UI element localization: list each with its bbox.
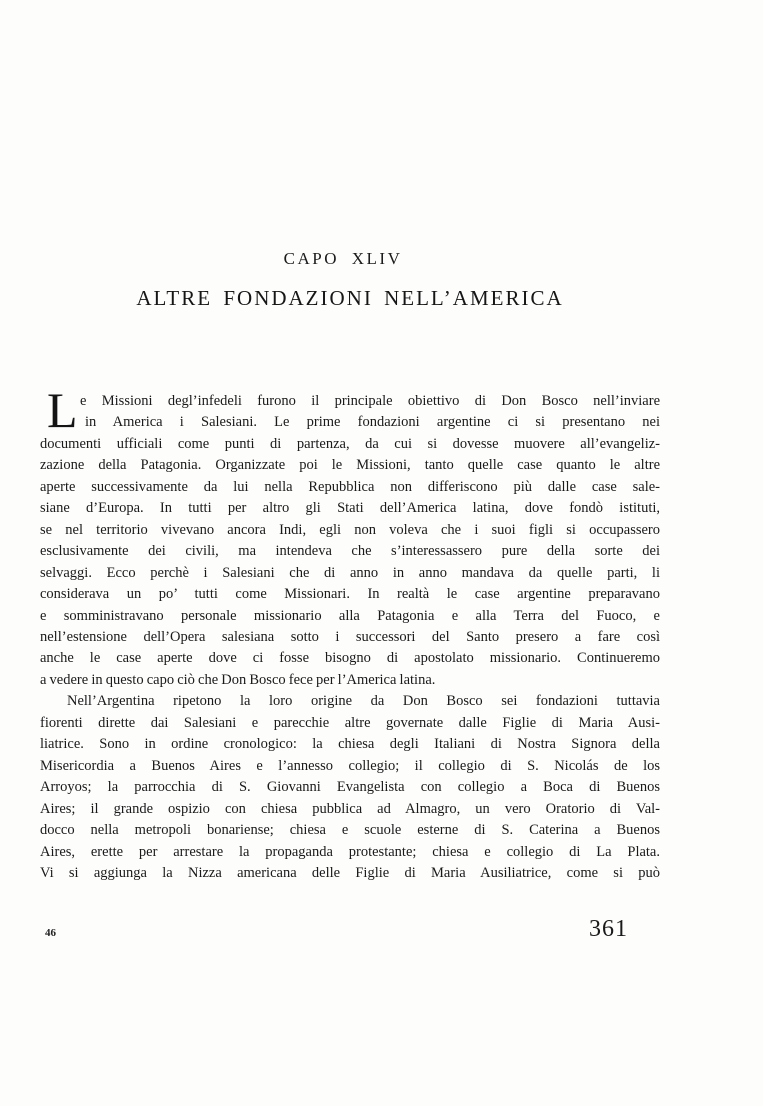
- text-line: liatrice. Sono in ordine cronologico: la chiesa degli Italiani di Nostra Signora della: [40, 736, 660, 753]
- chapter-heading: CAPO XLIV: [283, 249, 403, 268]
- text-line: nell’estensione dell’Opera salesiana sotto i successori del Santo presero a fare così: [40, 628, 660, 645]
- text-line: fiorenti dirette dai Salesiani e parecchie altre governate dalle Figlie di Maria Ausi-: [40, 714, 660, 731]
- text-line: e Missioni degl’infedeli furono il principale obiettivo di Don Bosco nell’inviare: [80, 393, 660, 409]
- text-line: aperte successivamente da lui nella Repubblica non differiscono più dalle case sale-: [40, 478, 660, 495]
- text-line: e somministravano personale missionario alla Patagonia e alla Terra del Fuoco, e: [40, 607, 660, 624]
- text-line: Arroyos; la parrocchia di S. Giovanni Evangelista con collegio a Boca di Buenos: [40, 779, 660, 796]
- paragraph: [40, 382, 660, 691]
- drop-cap: L: [47, 382, 78, 438]
- text-line: docco nella metropoli bonariense; chiesa e scuole esterne di S. Caterina a Buenos: [40, 822, 660, 839]
- text-line: Aires; il grande ospizio con chiesa pubblica ad Almagro, un vero Oratorio di Val-: [40, 800, 660, 817]
- text-line: Vi si aggiunga la Nizza americana delle Figlie di Maria Ausiliatrice, come si può: [40, 864, 660, 881]
- text-line: in America i Salesiani. Le prime fondazioni argentine ci si presentano nei: [85, 414, 660, 431]
- page-number: 361: [589, 916, 628, 942]
- text-line: esclusivamente dei civili, ma intendeva che s’interessassero pure della sorte dei: [40, 543, 660, 560]
- chapter-title: ALTRE FONDAZIONI NELL’AMERICA: [136, 286, 564, 310]
- text-line: Misericordia a Buenos Aires e l’annesso collegio; il collegio di S. Nicolás de los: [40, 757, 660, 774]
- text-line: Aires, erette per arrestare la propaganda protestante; chiesa e collegio di La Plata.: [40, 843, 660, 860]
- text-line: Nell’Argentina ripetono la loro origine da Don Bosco sei fondazioni tuttavia: [67, 693, 660, 710]
- text-line: zazione della Patagonia. Organizzate poi le Missioni, tanto quelle case quanto le altre: [40, 457, 660, 474]
- paragraph: [40, 691, 660, 884]
- text-line: siane d’Europa. In tutti per altro gli Stati dell’America latina, dove fondò istituti,: [40, 500, 660, 517]
- text-line: anche le case aperte dove ci fosse bisogno di apostolato missionario. Continueremo: [40, 650, 660, 667]
- text-line: selvaggi. Ecco perchè i Salesiani che di anno in anno mandava da quelle parti, li: [40, 564, 660, 581]
- text-line: considerava un po’ tutti come Missionari. In realtà le case argentine preparavano: [40, 586, 660, 603]
- signature-mark: 46: [45, 927, 56, 939]
- text-line: documenti ufficiali come punti di partenza, da cui si dovesse muovere all’evangeliz-: [40, 435, 660, 452]
- text-line: se nel territorio vivevano ancora Indi, egli non voleva che i suoi figli si occupassero: [40, 521, 660, 538]
- text-line: a vedere in questo capo ciò che Don Bosco fece per l’America latina.: [40, 671, 436, 688]
- body-text: [40, 382, 660, 884]
